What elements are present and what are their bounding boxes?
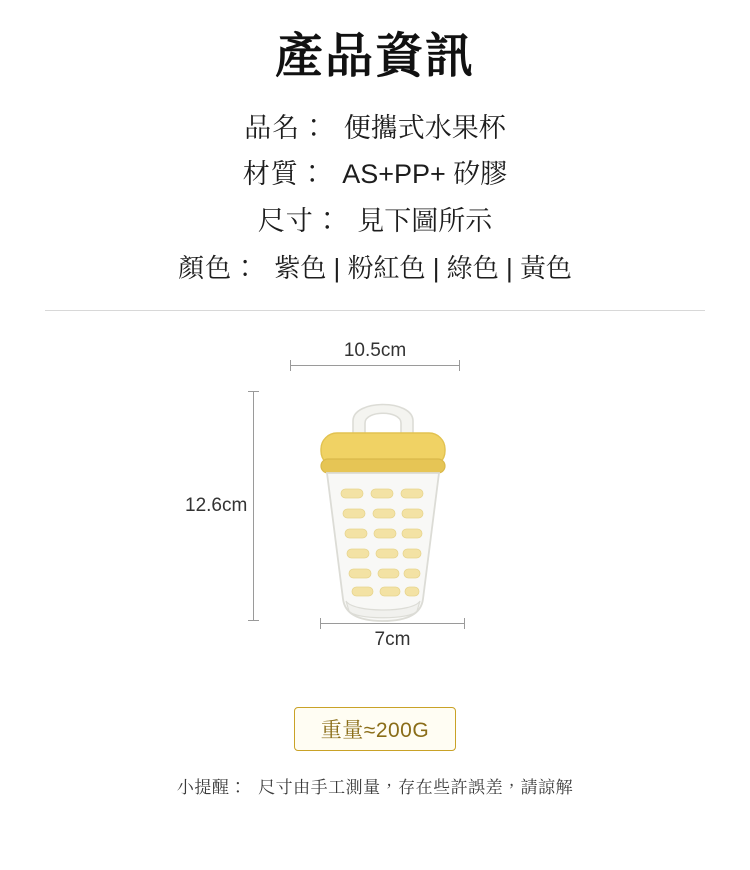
- footnote-text: 尺寸由手工測量，存在些許誤差，請諒解: [258, 778, 574, 798]
- footnote-label: 小提醒：: [176, 778, 247, 798]
- spec-row-material: [243, 158, 508, 192]
- spec-label-name: 品名：: [244, 112, 329, 143]
- spec-label-colors: 顏色：: [178, 252, 260, 283]
- spec-label-size: 尺寸：: [257, 206, 342, 237]
- fruit-cup-icon: [283, 377, 483, 627]
- page-title: 產品資訊: [274, 30, 475, 83]
- dimension-top: [290, 341, 460, 366]
- dimension-bottom-line: [320, 623, 465, 624]
- dimension-top-line: [290, 365, 460, 366]
- spec-value-colors: 紫色 | 粉紅色 | 綠色 | 黃色: [274, 252, 572, 283]
- weight-badge: 重量≈200G: [294, 707, 456, 751]
- spec-row-colors: [178, 252, 572, 285]
- section-divider: [45, 310, 705, 311]
- footnote: [0, 773, 750, 798]
- dimension-left-label: 12.6cm: [185, 495, 248, 517]
- spec-row-size: [258, 205, 493, 239]
- spec-row-name: [244, 112, 506, 146]
- spec-value-material: AS+PP+ 矽膠: [342, 159, 508, 190]
- spec-value-size: 見下圖所示: [357, 206, 493, 237]
- dimension-top-label: 10.5cm: [343, 340, 407, 362]
- product-illustration: [283, 377, 483, 627]
- dimension-bottom-label: 7cm: [374, 629, 411, 651]
- spec-value-name: 便攜式水果杯: [343, 112, 506, 143]
- spec-list: [0, 112, 750, 285]
- spec-label-material: 材質：: [242, 159, 327, 190]
- dimension-left-line: [253, 391, 254, 621]
- dimension-diagram: [0, 329, 750, 689]
- weight-badge-wrapper: [0, 707, 750, 751]
- dimension-left: [185, 391, 254, 621]
- dimension-bottom: [320, 623, 465, 649]
